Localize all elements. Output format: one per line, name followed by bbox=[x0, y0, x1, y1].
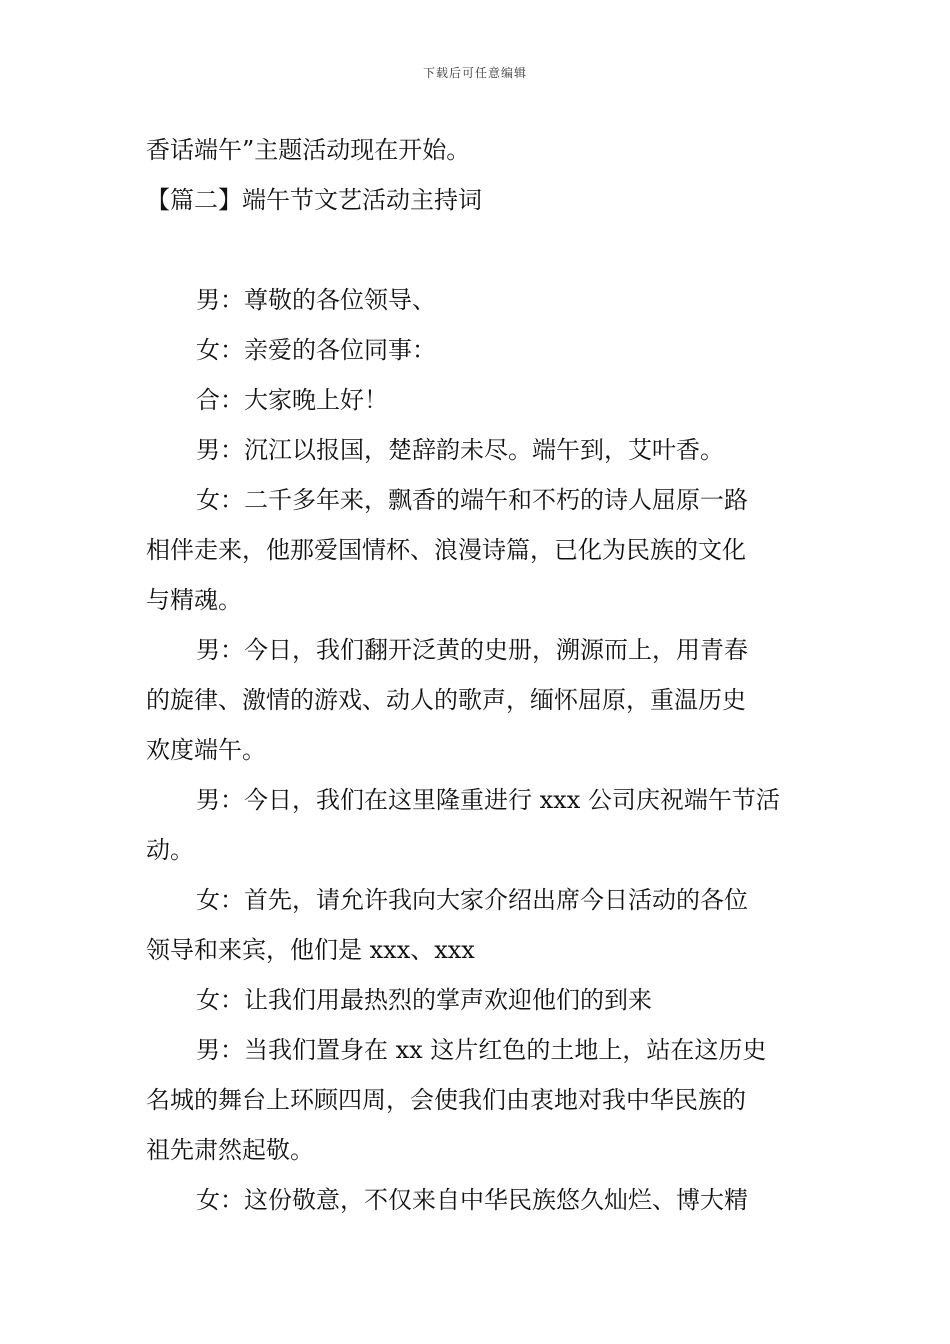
text-line: 香话端午”主题活动现在开始。 bbox=[146, 136, 471, 164]
text-line: 名城的舞台上环顾四周，会使我们由衷地对我中华民族的 bbox=[146, 1086, 746, 1114]
blank-line bbox=[146, 225, 808, 275]
page-header: 下载后可任意编辑 bbox=[422, 66, 527, 80]
text-line: 与精魂。 bbox=[146, 586, 242, 614]
text-line: 女：亲爱的各位同事： bbox=[196, 336, 436, 364]
text-line: 女：这份敬意，不仅来自中华民族悠久灿烂、博大精 bbox=[196, 1186, 748, 1214]
text-line: 欢度端午。 bbox=[146, 736, 266, 764]
text-line: 女：二千多年来，飘香的端午和不朽的诗人屈原一路 bbox=[196, 486, 748, 514]
text-line: 相伴走来，他那爱国情杯、浪漫诗篇，已化为民族的文化 bbox=[146, 536, 746, 564]
text-line: 女：让我们用最热烈的掌声欢迎他们的到来 bbox=[196, 986, 652, 1014]
text-line: 女：首先，请允许我向大家介绍出席今日活动的各位 bbox=[196, 886, 748, 914]
text-line: 领导和来宾，他们是 xxx、xxx bbox=[146, 936, 475, 964]
text-line: 祖先肃然起敬。 bbox=[146, 1136, 314, 1164]
text-line: 的旋律、激情的游戏、动人的歌声，缅怀屈原，重温历史 bbox=[146, 686, 746, 714]
text-line: 男：沉江以报国，楚辞韵未尽。端午到，艾叶香。 bbox=[196, 436, 724, 464]
text-line: 男：尊敬的各位领导、 bbox=[196, 286, 436, 314]
text-line: 男：今日，我们在这里隆重进行 xxx 公司庆祝端午节活 bbox=[196, 786, 780, 814]
text-line: 男：当我们置身在 xx 这片红色的土地上，站在这历史 bbox=[196, 1036, 767, 1064]
document-body bbox=[146, 125, 808, 1225]
text-line: 动。 bbox=[146, 836, 194, 864]
section-title: 【篇二】端午节文艺活动主持词 bbox=[146, 186, 482, 214]
text-line: 男：今日，我们翻开泛黄的史册，溯源而上，用青春 bbox=[196, 636, 748, 664]
text-line: 合：大家晚上好！ bbox=[196, 386, 388, 414]
